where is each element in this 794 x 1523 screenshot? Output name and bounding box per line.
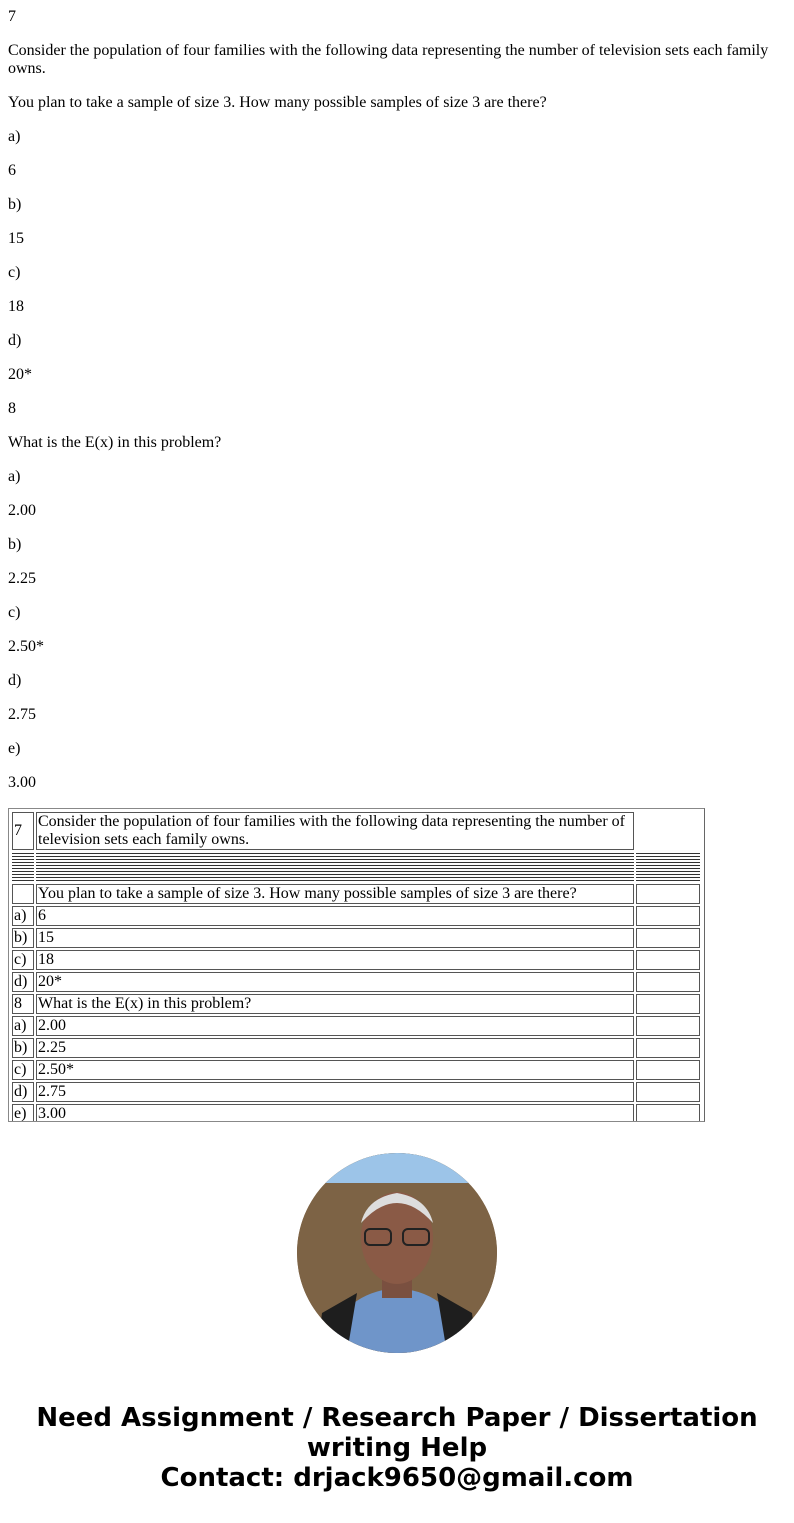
option-label: c) [8,604,21,621]
cell-label: b) [12,1038,34,1058]
question-stem: Consider the population of four families with the following data representing the number of television sets each family owns. [8,42,769,77]
option-label: e) [8,740,21,757]
cell-empty [636,994,700,1014]
stripe-cell [36,852,634,882]
cell-empty [636,1104,700,1122]
cell-value: 3.00 [36,1104,634,1122]
option-value: 2.00 [8,502,36,519]
cell-value: 2.25 [36,1038,634,1058]
avatar-portrait-icon [297,1153,497,1353]
cell-label: a) [12,906,34,926]
option-value: 2.75 [8,706,36,723]
table-row [12,906,700,926]
table-row [12,994,700,1014]
questions-table [8,808,705,1122]
stripe-cell [12,852,34,882]
author-avatar [297,1153,497,1353]
option-value: 20* [8,366,32,383]
cell-question: What is the E(x) in this problem? [36,994,634,1014]
cell-empty [636,1082,700,1102]
cell-value: 2.00 [36,1016,634,1036]
cell-empty [636,928,700,948]
table-row [12,972,700,992]
question-number: 7 [8,8,16,25]
table-row [12,1104,700,1122]
question-number: 8 [8,400,16,417]
table-row-collapsed [12,852,700,882]
table-row [12,1038,700,1058]
option-value: 18 [8,298,24,315]
option-label: c) [8,264,21,281]
cell-label: c) [12,1060,34,1080]
cell-value: 2.50* [36,1060,634,1080]
cell-label: d) [12,972,34,992]
cell-value: 2.75 [36,1082,634,1102]
promo-footer [0,1403,794,1493]
option-value: 15 [8,230,24,247]
cell-empty [636,906,700,926]
cell-label: c) [12,950,34,970]
stripe-cell [636,852,700,882]
cell-question: You plan to take a sample of size 3. How many possible samples of size 3 are there? [36,884,634,904]
option-label: d) [8,672,22,689]
option-value: 6 [8,162,16,179]
cell-empty [636,1060,700,1080]
cell-number: 8 [12,994,34,1014]
table-row [12,884,700,904]
table-row [12,950,700,970]
cell-value: 20* [36,972,634,992]
option-label: a) [8,468,21,485]
cell-value: 18 [36,950,634,970]
cell-empty [636,884,700,904]
cell-label: b) [12,928,34,948]
option-value: 2.25 [8,570,36,587]
cell-empty [636,1016,700,1036]
table-row [12,928,700,948]
cell-empty [636,972,700,992]
cell-number: 7 [12,812,34,850]
cell-empty [636,812,700,850]
option-label: b) [8,536,22,553]
question-text: You plan to take a sample of size 3. How many possible samples of size 3 are there? [8,94,547,111]
cell-label: e) [12,1104,34,1122]
cell-value: 15 [36,928,634,948]
table-row [12,1082,700,1102]
promo-line: writing Help [306,1433,488,1463]
table-row [12,1016,700,1036]
option-label: b) [8,196,22,213]
cell-empty [12,884,34,904]
option-value: 3.00 [8,774,36,791]
cell-label: a) [12,1016,34,1036]
cell-stem: Consider the population of four families with the following data representing the number of television sets each family owns. [36,812,634,850]
table-row [12,1060,700,1080]
table-row [12,812,700,850]
contact-email: Contact: drjack9650@gmail.com [160,1463,634,1493]
question-text: What is the E(x) in this problem? [8,434,222,451]
cell-label: d) [12,1082,34,1102]
cell-empty [636,1038,700,1058]
option-label: a) [8,128,21,145]
option-value: 2.50* [8,638,44,655]
option-label: d) [8,332,22,349]
cell-value: 6 [36,906,634,926]
cell-empty [636,950,700,970]
promo-line: Need Assignment / Research Paper / Dissertation [36,1403,758,1433]
